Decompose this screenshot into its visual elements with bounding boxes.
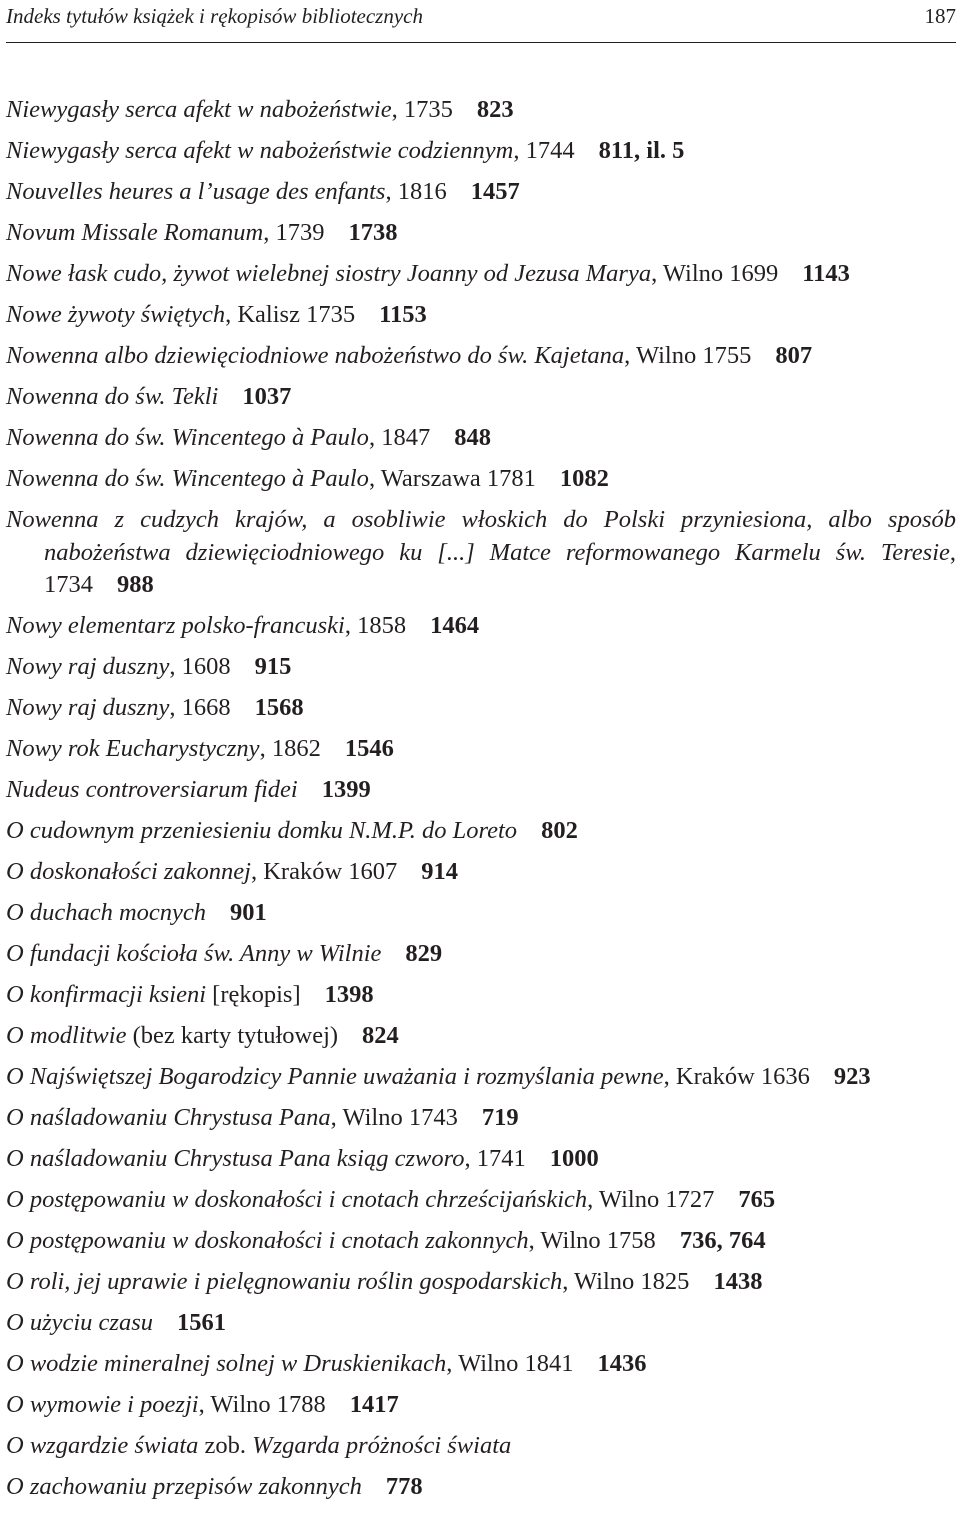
entry-title: Nowenna do św. Wincentego à Paulo (6, 424, 369, 451)
index-entry (6, 258, 956, 291)
entry-item-number: 736, 764 (679, 1227, 766, 1254)
entry-imprint: , 1741 (464, 1145, 526, 1172)
entry-imprint: , Wilno 1743 (330, 1104, 458, 1131)
index-entry (6, 856, 956, 889)
entry-title: O wymowie i poezji (6, 1391, 199, 1418)
index-entry (6, 610, 956, 643)
entry-imprint: , 1608 (169, 653, 231, 680)
index-entry (6, 135, 956, 168)
entry-title: Nowenna z cudzych krajów, a osobliwie włoskich do Polski przyniesiona, albo sposób nabożeństwa dziewięciodniowego ku [...] Matce reformowanego Karmelu św. Teresie (6, 506, 956, 566)
entry-title: Nowy rok Eucharystyczny (6, 735, 260, 762)
index-entry (6, 1307, 956, 1340)
running-title: Indeks tytułów książek i rękopisów bibliotecznych (6, 4, 423, 28)
index-entry (6, 299, 956, 332)
entry-title: Nouvelles heures a l’usage des enfants (6, 178, 386, 205)
entry-title: O fundacji kościoła św. Anny w Wilnie (6, 940, 382, 967)
index-entry (6, 938, 956, 971)
entry-item-number: 1399 (321, 776, 371, 803)
index-entry (6, 422, 956, 455)
entry-title: O użyciu czasu (6, 1309, 153, 1336)
entry-imprint: , 1847 (368, 424, 431, 451)
entry-item-number: 719 (481, 1104, 519, 1131)
entry-imprint: , 1735 (391, 96, 453, 123)
entry-title: O naśladowaniu Chrystusa Pana ksiąg czworo (6, 1145, 465, 1172)
entry-title: O postępowaniu w doskonałości i cnotach zakonnych (6, 1227, 529, 1254)
entry-title: O wodzie mineralnej solnej w Druskienikach (6, 1350, 447, 1377)
entry-item-number: 1457 (470, 178, 520, 205)
entry-item-number: 823 (476, 96, 514, 123)
index-entry (6, 1020, 956, 1053)
running-header (6, 0, 956, 43)
entry-title: Nowenna do św. Wincentego à Paulo (6, 465, 369, 492)
index-entry (6, 979, 956, 1012)
entry-imprint: , Wilno 1699 (651, 260, 779, 287)
entry-title: Nowenna albo dziewięciodniowe nabożeństwo do św. Kajetana (6, 342, 625, 369)
entry-title: Nowy raj duszny (6, 694, 170, 721)
index-entry (6, 651, 956, 684)
entry-item-number: 923 (833, 1063, 871, 1090)
entry-title: Nudeus controversiarum fidei (6, 776, 298, 803)
entry-imprint: (bez karty tytułowej) (126, 1022, 339, 1049)
entry-title: O naśladowaniu Chrystusa Pana (6, 1104, 331, 1131)
index-entry (6, 176, 956, 209)
entry-item-number: 848 (454, 424, 491, 451)
entry-imprint: , Wilno 1841 (446, 1350, 574, 1377)
entry-title: Niewygasły serca afekt w nabożeństwie codziennym (6, 137, 514, 164)
entry-title: O roli, jej uprawie i pielęgnowaniu roślin gospodarskich (6, 1268, 563, 1295)
entry-imprint: , Kraków 1607 (250, 858, 398, 885)
index-entries (6, 94, 956, 1512)
index-entry (6, 340, 956, 373)
entry-item-number: 901 (230, 899, 267, 926)
index-entry (6, 1143, 956, 1176)
index-entry (6, 897, 956, 930)
entry-imprint: , Wilno 1788 (198, 1391, 326, 1418)
entry-title: Nowy elementarz polsko-francuski (6, 612, 345, 639)
entry-imprint: , Wilno 1727 (587, 1186, 715, 1213)
entry-imprint: , 1816 (385, 178, 447, 205)
entry-title: O cudownym przeniesieniu domku N.M.P. do Loreto (6, 817, 518, 844)
entry-imprint: , 1744 (513, 137, 575, 164)
index-entry (6, 1225, 956, 1258)
entry-item-number: 1436 (597, 1350, 647, 1377)
entry-title: Nowe łask cudo, żywot wielebnej siostry Joanny od Jezusa Marya (6, 260, 652, 287)
entry-imprint: , Wilno 1755 (624, 342, 752, 369)
entry-item-number: 811, il. 5 (598, 137, 685, 164)
entry-item-number: 1568 (254, 694, 304, 721)
index-entry (6, 1430, 956, 1463)
entry-title: Novum Missale Romanum (6, 219, 264, 246)
entry-item-number: 778 (385, 1473, 423, 1500)
entry-title: O duchach mocnych (6, 899, 207, 926)
entry-item-number: 1398 (324, 981, 374, 1008)
entry-item-number: 1143 (802, 260, 850, 287)
entry-title: O modlitwie (6, 1022, 127, 1049)
entry-imprint: , Wilno 1825 (562, 1268, 690, 1295)
entry-item-number: 802 (541, 817, 578, 844)
entry-item-number: 829 (405, 940, 443, 967)
entry-title: O Najświętszej Bogarodzicy Pannie uważania i rozmyślania pewne (6, 1063, 664, 1090)
entry-title: Nowenna do św. Tekli (6, 383, 219, 410)
index-entry (6, 217, 956, 250)
index-entry (6, 94, 956, 127)
entry-item-number: 824 (362, 1022, 399, 1049)
entry-item-number: 807 (775, 342, 813, 369)
entry-imprint: zob. (198, 1432, 253, 1459)
entry-title: O postępowaniu w doskonałości i cnotach chrześcijańskich (6, 1186, 588, 1213)
entry-title: Nowe żywoty świętych (6, 301, 226, 328)
entry-item-number: 1464 (430, 612, 480, 639)
entry-imprint: , Kalisz 1735 (225, 301, 356, 328)
entry-imprint: , Kraków 1636 (663, 1063, 810, 1090)
entry-cross-reference: Wzgarda próżności świata (252, 1432, 512, 1459)
entry-item-number: 1037 (242, 383, 292, 410)
entry-title: O doskonałości zakonnej (6, 858, 251, 885)
index-entry (6, 1471, 956, 1504)
index-entry (6, 733, 956, 766)
entry-imprint: , 1862 (259, 735, 321, 762)
entry-item-number: 1417 (349, 1391, 399, 1418)
entry-item-number: 988 (117, 571, 154, 598)
entry-item-number: 1561 (176, 1309, 226, 1336)
index-entry (6, 692, 956, 725)
entry-item-number: 1000 (549, 1145, 599, 1172)
index-entry (6, 504, 956, 602)
index-entry (6, 1348, 956, 1381)
entry-title: Niewygasły serca afekt w nabożeństwie (6, 96, 392, 123)
index-entry (6, 1389, 956, 1422)
page-number: 187 (924, 4, 956, 28)
entry-item-number: 914 (421, 858, 459, 885)
entry-imprint: , 1734 (44, 538, 956, 598)
index-entry (6, 1061, 956, 1094)
entry-item-number: 1738 (348, 219, 398, 246)
index-entry (6, 1266, 956, 1299)
entry-imprint: [rękopis] (206, 981, 301, 1008)
entry-item-number: 1546 (344, 735, 394, 762)
entry-imprint: , 1858 (344, 612, 407, 639)
entry-title: Nowy raj duszny (6, 653, 170, 680)
entry-title: O konfirmacji ksieni (6, 981, 207, 1008)
index-entry (6, 774, 956, 807)
index-entry (6, 1102, 956, 1135)
entry-title: O zachowaniu przepisów zakonnych (6, 1473, 362, 1500)
entry-item-number: 1082 (559, 465, 609, 492)
entry-item-number: 1153 (379, 301, 427, 328)
entry-imprint: , 1739 (263, 219, 325, 246)
entry-item-number: 1438 (713, 1268, 763, 1295)
entry-item-number: 765 (738, 1186, 776, 1213)
index-entry (6, 1184, 956, 1217)
entry-imprint: , 1668 (169, 694, 231, 721)
entry-imprint: , Wilno 1758 (528, 1227, 656, 1254)
index-entry (6, 463, 956, 496)
entry-title: O wzgardzie świata (6, 1432, 199, 1459)
entry-imprint: , Warszawa 1781 (368, 465, 536, 492)
index-entry (6, 815, 956, 848)
index-entry (6, 381, 956, 414)
entry-item-number: 915 (254, 653, 292, 680)
